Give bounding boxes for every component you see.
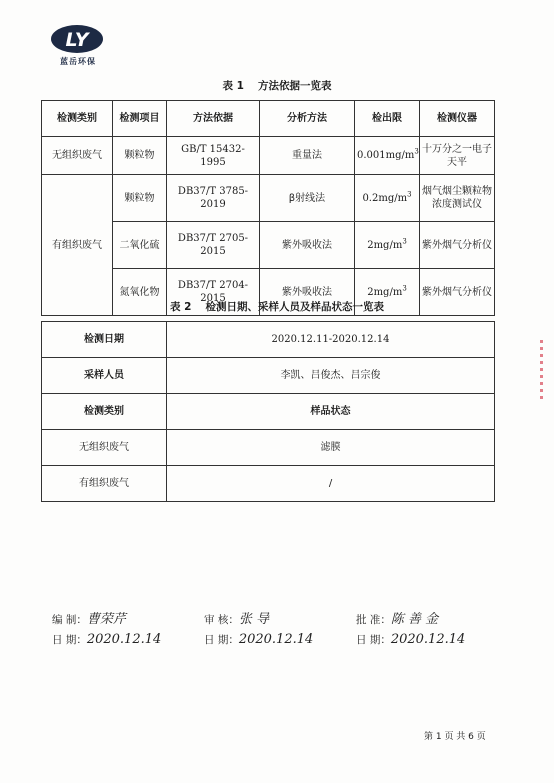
table2-caption (0, 299, 554, 314)
limit-exponent: 3 (402, 284, 407, 293)
cell-method: DB37/T 2704-2015 (167, 269, 260, 316)
cell-item: 氮氧化物 (113, 269, 167, 316)
date-value: 2020.12.14 (390, 632, 466, 647)
people-label: 采样人员 (42, 358, 167, 394)
header-limit: 检出限 (355, 101, 420, 137)
table2-caption-title: 检测日期、采样人员及样品状态一览表 (205, 301, 384, 313)
people-value: 李凯、吕俊杰、吕宗俊 (167, 358, 495, 394)
cell-analysis: 紫外吸收法 (260, 222, 355, 269)
category-header: 检测类别 (42, 394, 167, 430)
svg-text:LY: LY (65, 29, 89, 51)
limit-exponent: 3 (414, 147, 419, 156)
table-row (42, 137, 495, 175)
cell-instrument: 紫外烟气分析仪 (420, 269, 495, 316)
cell-analysis: β射线法 (260, 175, 355, 222)
limit-value: 2mg/m (367, 286, 403, 298)
compile-signature (52, 608, 126, 627)
cell-limit (355, 175, 420, 222)
ly-logo-icon (50, 24, 104, 54)
cell-method: GB/T 15432-1995 (167, 137, 260, 175)
limit-exponent: 3 (402, 237, 407, 246)
date-label: 检测日期 (42, 322, 167, 358)
cell-limit (355, 222, 420, 269)
cell-instrument: 烟气烟尘颗粒物浓度测试仪 (420, 175, 495, 222)
approve-label: 批 准： (356, 614, 391, 626)
table1-caption-title: 方法依据一览表 (257, 80, 332, 92)
review-signature (204, 608, 269, 627)
method-basis-table (41, 100, 495, 316)
cell-item: 颗粒物 (113, 175, 167, 222)
review-name: 张 导 (238, 612, 269, 627)
table1-caption (0, 78, 554, 93)
table1-caption-num: 表 1 (222, 80, 244, 92)
compile-name: 曹荣芹 (86, 612, 126, 627)
limit-value: 2mg/m (367, 239, 403, 251)
cell-method: DB37/T 2705-2015 (167, 222, 260, 269)
header-method: 方法依据 (167, 101, 260, 137)
table-header-row (42, 101, 495, 137)
cell-item: 二氧化硫 (113, 222, 167, 269)
scan-stain (540, 340, 543, 400)
approve-date (356, 632, 465, 647)
date-value: 2020.12.11-2020.12.14 (167, 322, 495, 358)
date-label: 日 期： (356, 634, 391, 646)
cell-category: 无组织废气 (42, 137, 113, 175)
cell-item: 颗粒物 (113, 137, 167, 175)
date-value: 2020.12.14 (86, 632, 162, 647)
cell-category: 无组织废气 (42, 430, 167, 466)
table-row (42, 358, 495, 394)
approve-name: 陈 善 金 (390, 612, 439, 627)
state-header: 样品状态 (167, 394, 495, 430)
cell-instrument: 紫外烟气分析仪 (420, 222, 495, 269)
table2-caption-num: 表 2 (170, 301, 192, 313)
date-value: 2020.12.14 (238, 632, 314, 647)
brand-name: 蓝岳环保 (60, 57, 96, 66)
review-label: 审 核： (204, 614, 239, 626)
cell-method: DB37/T 3785-2019 (167, 175, 260, 222)
page-number: 第 1 页 共 6 页 (424, 732, 486, 742)
header-item: 检测项目 (113, 101, 167, 137)
date-label: 日 期： (52, 634, 87, 646)
compile-label: 编 制： (52, 614, 87, 626)
limit-value: 0.2mg/m (362, 192, 408, 204)
header-category: 检测类别 (42, 101, 113, 137)
cell-state: 滤膜 (167, 430, 495, 466)
company-logo (48, 24, 108, 70)
approve-signature (356, 608, 438, 627)
cell-state: / (167, 466, 495, 502)
cell-analysis: 重量法 (260, 137, 355, 175)
limit-exponent: 3 (407, 190, 412, 199)
table-row (42, 322, 495, 358)
table-header-row (42, 394, 495, 430)
compile-date (52, 632, 161, 647)
cell-category: 有组织废气 (42, 466, 167, 502)
header-instrument: 检测仪器 (420, 101, 495, 137)
date-label: 日 期： (204, 634, 239, 646)
cell-limit (355, 137, 420, 175)
review-date (204, 632, 313, 647)
cell-category: 有组织废气 (42, 175, 113, 316)
table-row (42, 175, 495, 222)
cell-analysis: 紫外吸收法 (260, 269, 355, 316)
table-row (42, 466, 495, 502)
header-analysis: 分析方法 (260, 101, 355, 137)
sampling-info-table (41, 321, 495, 502)
cell-instrument: 十万分之一电子天平 (420, 137, 495, 175)
table-row (42, 430, 495, 466)
limit-value: 0.001mg/m (357, 150, 415, 161)
